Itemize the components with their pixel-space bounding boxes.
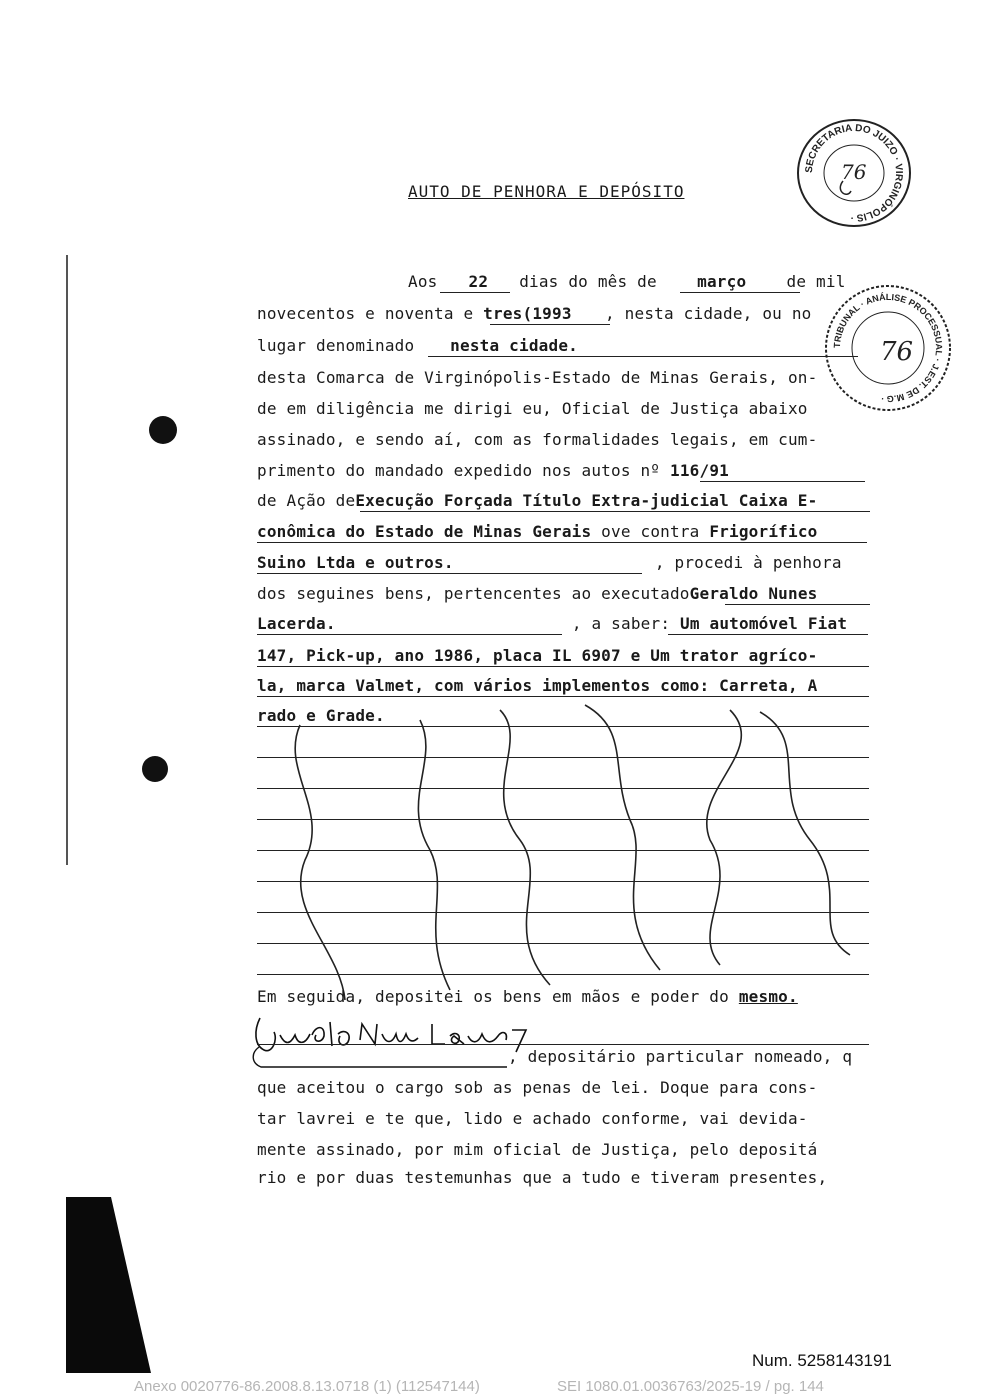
action-type: Execução Forçada Título Extra-judicial Caixa E- bbox=[355, 491, 818, 510]
closing-line-2: que aceitou o cargo sob as penas de lei. Doque para cons- bbox=[257, 1078, 818, 1097]
goods-2: 147, Pick-up, ano 1986, placa IL 6907 e Um trator agríco- bbox=[257, 646, 818, 665]
closing-line-4: mente assinado, por mim oficial de Justiça, pelo depositá bbox=[257, 1140, 818, 1159]
defendant-cont: Suino Ltda e outros. bbox=[257, 553, 454, 572]
seal-number: 76 bbox=[880, 337, 914, 367]
closing-line-1: , depositário particular nomeado, q bbox=[508, 1047, 853, 1066]
footer-sei: SEI 1080.01.0036763/2025-19 / pg. 144 bbox=[557, 1378, 824, 1395]
plaintiff: conômica do Estado de Minas Gerais bbox=[257, 522, 592, 541]
punch-hole-bottom bbox=[142, 756, 168, 782]
place-field: nesta cidade. bbox=[450, 336, 578, 355]
line-7 bbox=[257, 461, 729, 480]
text: de Ação de bbox=[257, 491, 356, 510]
line-10 bbox=[257, 553, 842, 572]
seal-text: TRIBUNAL · ANÁLISE PROCESSUAL · J.EST. DE M.G · bbox=[831, 291, 945, 405]
closing-line-5: rio e por duas testemunhas que a tudo e tiveram presentes, bbox=[257, 1168, 828, 1187]
text: dos seguines bens, pertencentes ao executado bbox=[257, 584, 690, 603]
line-4: desta Comarca de Virginópolis-Estado de Minas Gerais, on- bbox=[257, 368, 818, 387]
executed-party: Geraldo Nunes bbox=[689, 584, 818, 603]
text: Em seguida, depositei os bens em mãos e poder do bbox=[257, 987, 729, 1006]
line-3 bbox=[257, 336, 578, 355]
deposit-line bbox=[257, 987, 798, 1006]
text: lugar denominado bbox=[257, 336, 415, 355]
line-11 bbox=[257, 584, 817, 603]
tribunal-seal bbox=[820, 280, 955, 415]
signature-bracket bbox=[245, 1045, 515, 1071]
year-field: tres(1993 bbox=[483, 304, 572, 323]
seal-text: SECRETARIA DO JUIZO · VIRGINÓPOLIS · bbox=[803, 122, 905, 224]
line-8 bbox=[257, 491, 817, 510]
day-field: 22 bbox=[468, 272, 489, 291]
text: dias do mês de bbox=[519, 272, 657, 291]
case-number: 116/91 bbox=[670, 461, 729, 480]
goods-1: Um automóvel Fiat bbox=[680, 614, 848, 633]
margin-line bbox=[66, 255, 68, 865]
seal-number: 76 bbox=[841, 160, 867, 184]
footer-anexo: Anexo 0020776-86.2008.8.13.0718 (1) (112547144) bbox=[134, 1378, 480, 1395]
line-1 bbox=[408, 272, 846, 291]
text: de mil bbox=[786, 272, 846, 291]
text: , procedi à penhora bbox=[654, 553, 842, 572]
black-triangle-mark bbox=[66, 1197, 151, 1373]
line-9 bbox=[257, 522, 818, 541]
line-6: assinado, e sendo aí, com as formalidades legais, em cum- bbox=[257, 430, 818, 449]
month-field: março bbox=[697, 272, 747, 291]
document-title: AUTO DE PENHORA E DEPÓSITO bbox=[408, 182, 685, 201]
secretaria-seal bbox=[795, 117, 913, 229]
goods-4: rado e Grade. bbox=[257, 706, 385, 725]
text: primento do mandado expedido nos autos nº bbox=[257, 461, 661, 480]
text: novecentos e noventa e bbox=[257, 304, 474, 323]
punch-hole-top bbox=[149, 416, 177, 444]
depositary: mesmo. bbox=[738, 987, 798, 1006]
text: Aos bbox=[408, 272, 438, 291]
defendant: Frigorífico bbox=[709, 522, 818, 541]
line-12 bbox=[257, 614, 847, 633]
line-2 bbox=[257, 304, 812, 323]
document-number: Num. 5258143191 bbox=[752, 1351, 892, 1370]
executed-party-cont: Lacerda. bbox=[257, 614, 336, 633]
goods-3: la, marca Valmet, com vários implementos como: Carreta, A bbox=[257, 676, 818, 695]
text: , a saber: bbox=[571, 614, 671, 633]
text: ove contra bbox=[601, 522, 700, 541]
closing-line-3: tar lavrei e te que, lido e achado conforme, vai devida- bbox=[257, 1109, 808, 1128]
cancellation-strokes bbox=[250, 700, 870, 1010]
line-5: de em diligência me dirigi eu, Oficial de Justiça abaixo bbox=[257, 399, 808, 418]
text: , nesta cidade, ou no bbox=[605, 304, 812, 323]
